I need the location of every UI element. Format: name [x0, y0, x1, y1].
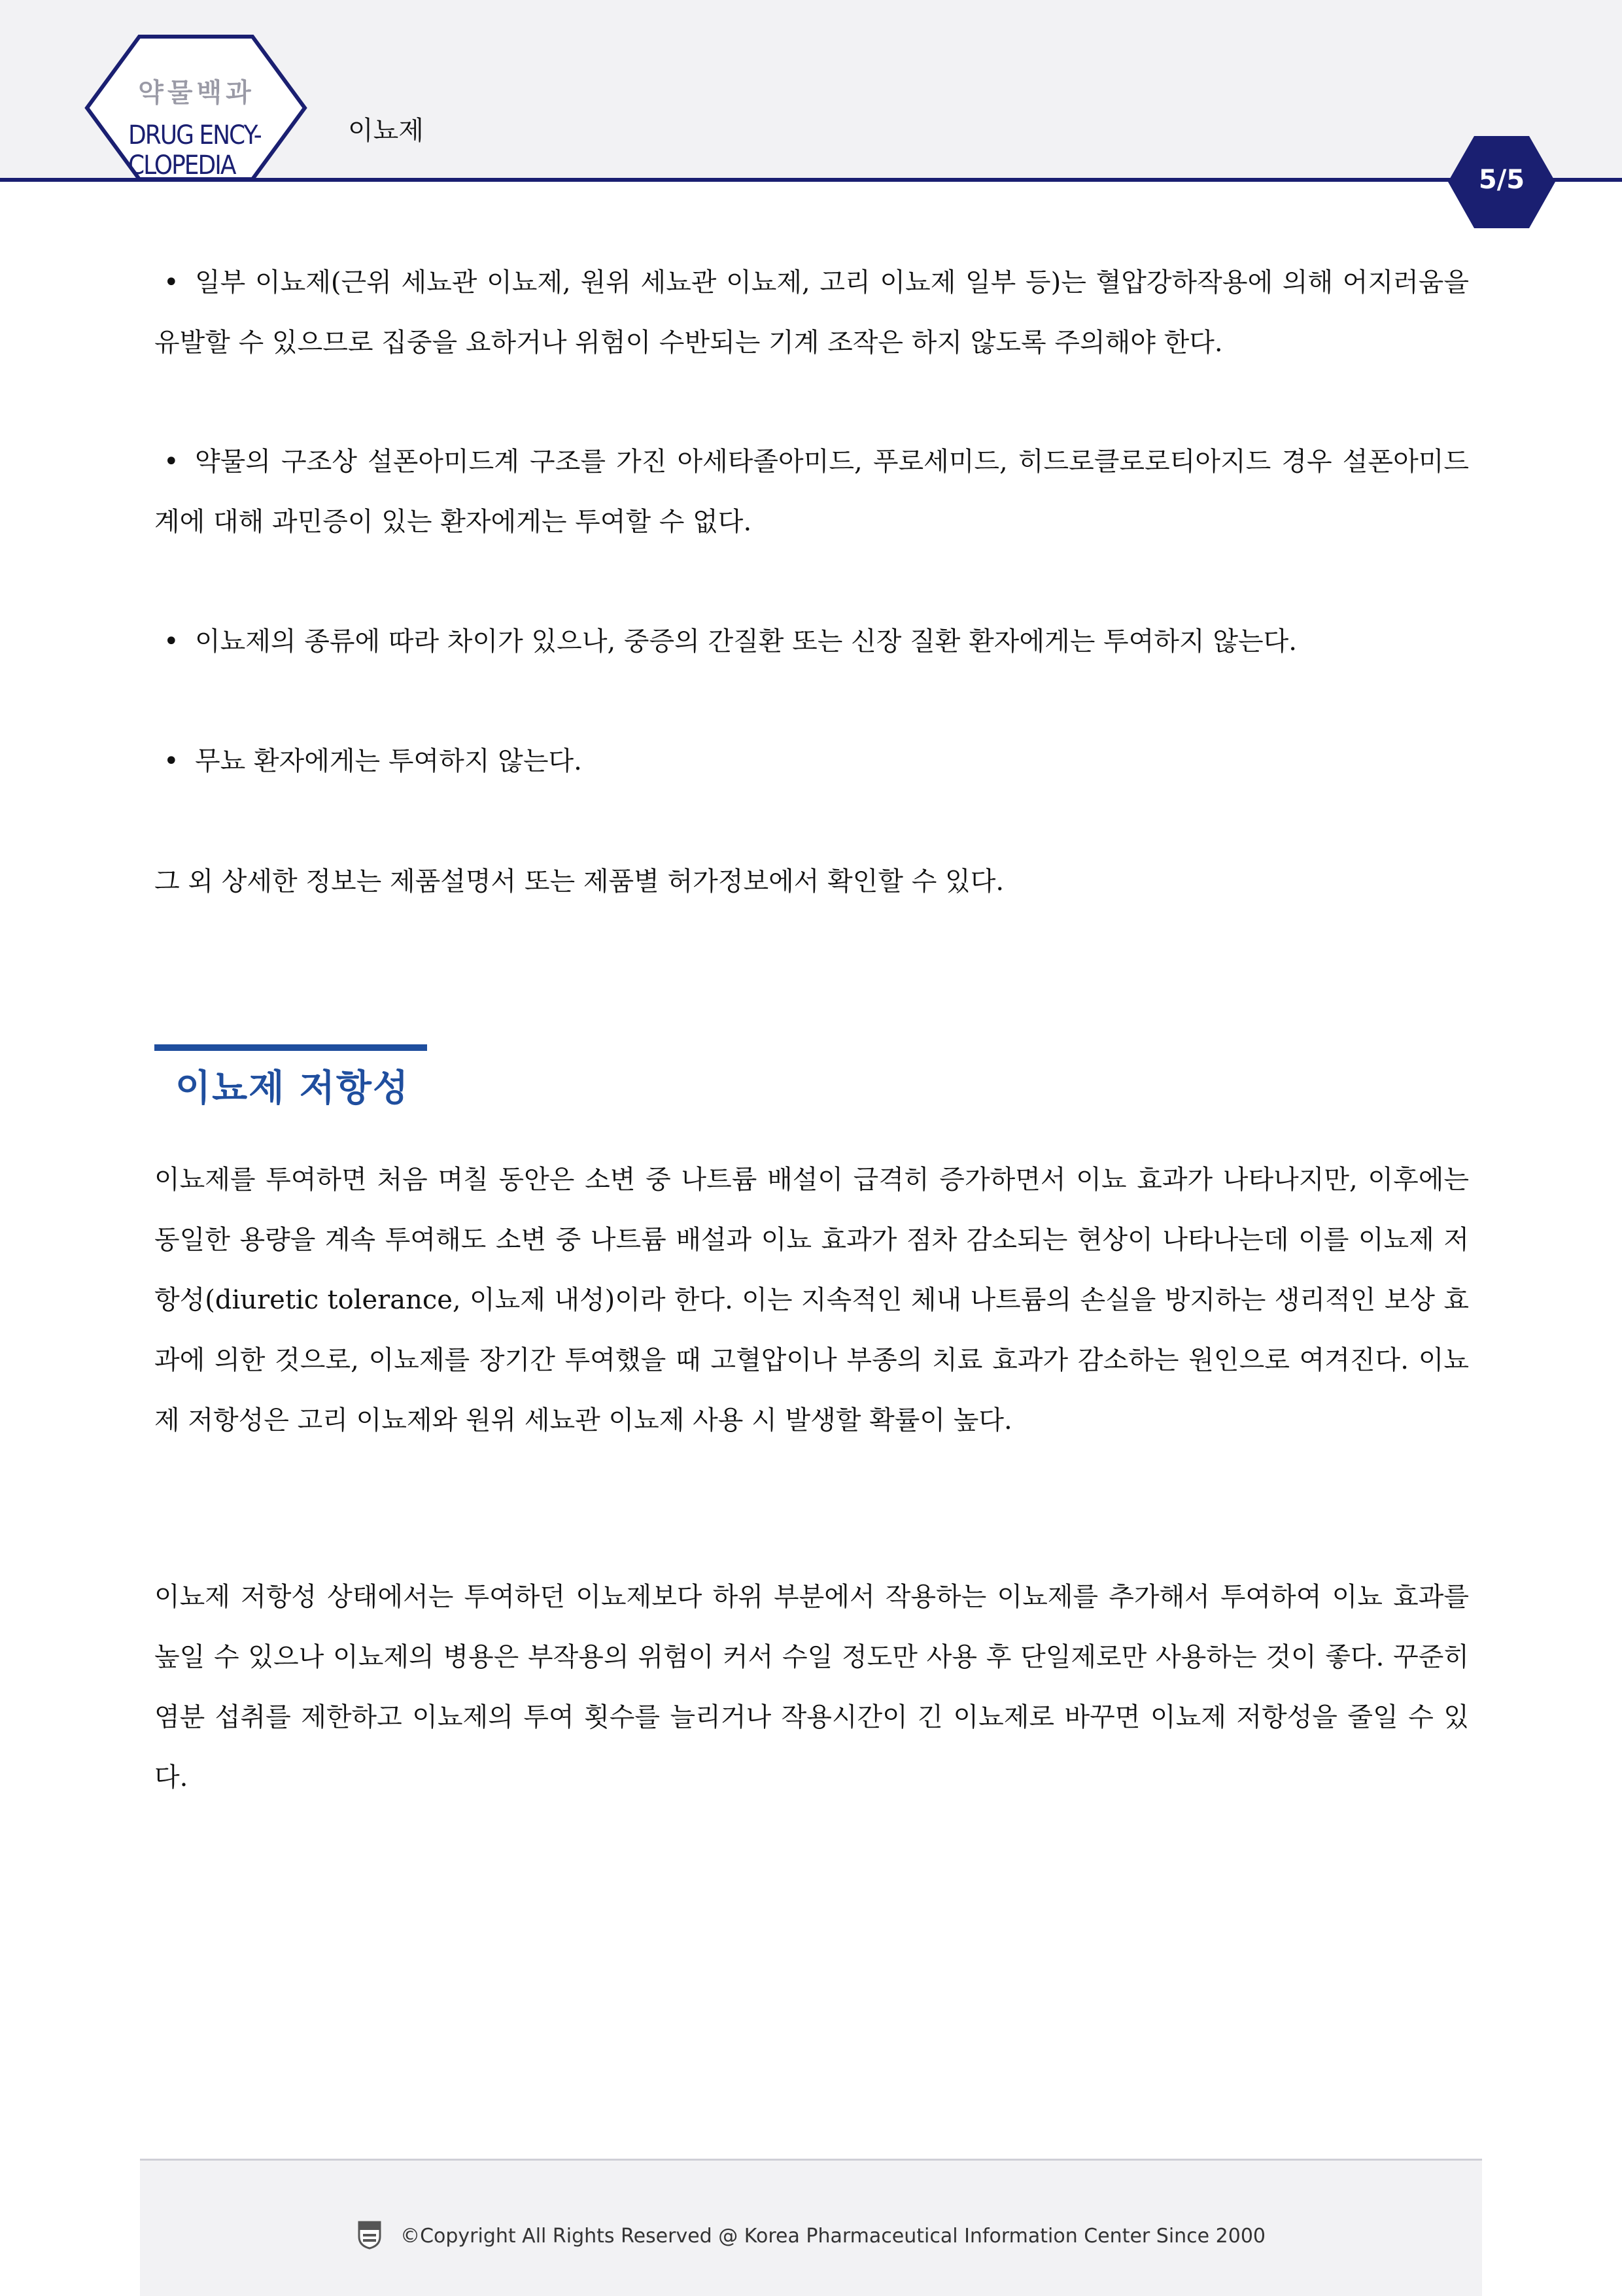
bullet-item-1	[154, 252, 1469, 373]
bullet-marker: •	[164, 267, 179, 298]
kpic-emblem-icon	[356, 2219, 383, 2252]
section-heading: 이뇨제 저항성	[175, 1067, 410, 1110]
drug-encyclopedia-logo[interactable]	[84, 34, 309, 182]
footer-content	[140, 2219, 1482, 2252]
page-number-badge	[1447, 135, 1557, 230]
copyright-text: ©Copyright All Rights Reserved @ Korea Pharmaceutical Information Center Since 2000	[400, 2224, 1266, 2248]
bullet-text: 약물의 구조상 설폰아미드계 구조를 가진 아세타졸아미드, 푸로세미드, 히드로클로로티아지드 경우 설폰아미드계에 대해 과민증이 있는 환자에게는 투여할 수 없다.	[154, 447, 1469, 537]
logo-korean-text: 약물백과	[138, 78, 255, 108]
additional-info-note: 그 외 상세한 정보는 제품설명서 또는 제품별 허가정보에서 확인할 수 있다.	[154, 866, 1005, 897]
bullet-text: 일부 이뇨제(근위 세뇨관 이뇨제, 원위 세뇨관 이뇨제, 고리 이뇨제 일부 등)는 혈압강하작용에 의해 어지러움을 유발할 수 있으므로 집중을 요하거나 위험이 수반되는 기계 조작은 하지 않도록 주의해야 한다.	[154, 267, 1469, 358]
page-number: 5/5	[1478, 165, 1525, 195]
section-paragraph-1: 이뇨제를 투여하면 처음 며칠 동안은 소변 중 나트륨 배설이 급격히 증가하면서 이뇨 효과가 나타나지만, 이후에는 동일한 용량을 계속 투여해도 소변 중 나트륨 배설과 이뇨 효과가 점차 감소되는 현상이 나타나는데 이를 이뇨제 저항성(diuretic tolerance, 이뇨제 내성)이라 한다. 이는 지속적인 체내 나트륨의 손실을 방지하는 생리적인 보상 효과에 의한 것으로, 이뇨제를 장기간 투여했을 때 고혈압이나 부종의 치료 효과가 감소하는 원인으로 여겨진다. 이뇨제 저항성은 고리 이뇨제와 원위 세뇨관 이뇨제 사용 시 발생할 확률이 높다.	[154, 1165, 1469, 1435]
logo-english-line-2: CLOPEDIA	[128, 150, 235, 180]
logo-english-text	[128, 120, 285, 180]
footer	[140, 2159, 1482, 2296]
bullet-item-3	[154, 611, 1469, 672]
logo-english-line-1: DRUG ENCY-	[128, 120, 261, 150]
bullet-marker: •	[164, 447, 179, 477]
bullet-text: 무뇨 환자에게는 투여하지 않는다.	[195, 746, 582, 776]
bullet-item-2	[154, 432, 1469, 552]
section-paragraph-2: 이뇨제 저항성 상태에서는 투여하던 이뇨제보다 하위 부분에서 작용하는 이뇨제를 추가해서 투여하여 이뇨 효과를 높일 수 있으나 이뇨제의 병용은 부작용의 위험이 커서 수일 정도만 사용 후 단일제로만 사용하는 것이 좋다. 꾸준히 염분 섭취를 제한하고 이뇨제의 투여 횟수를 늘리거나 작용시간이 긴 이뇨제로 바꾸면 이뇨제 저항성을 줄일 수 있다.	[154, 1582, 1469, 1792]
section-heading-rule	[154, 1044, 427, 1051]
document-title: 이뇨제	[348, 116, 424, 146]
bullet-item-4	[154, 731, 1469, 791]
bullet-marker: •	[164, 746, 179, 776]
bullet-text: 이뇨제의 종류에 따라 차이가 있으나, 중증의 간질환 또는 신장 질환 환자에게는 투여하지 않는다.	[195, 626, 1297, 657]
bullet-marker: •	[164, 626, 179, 657]
